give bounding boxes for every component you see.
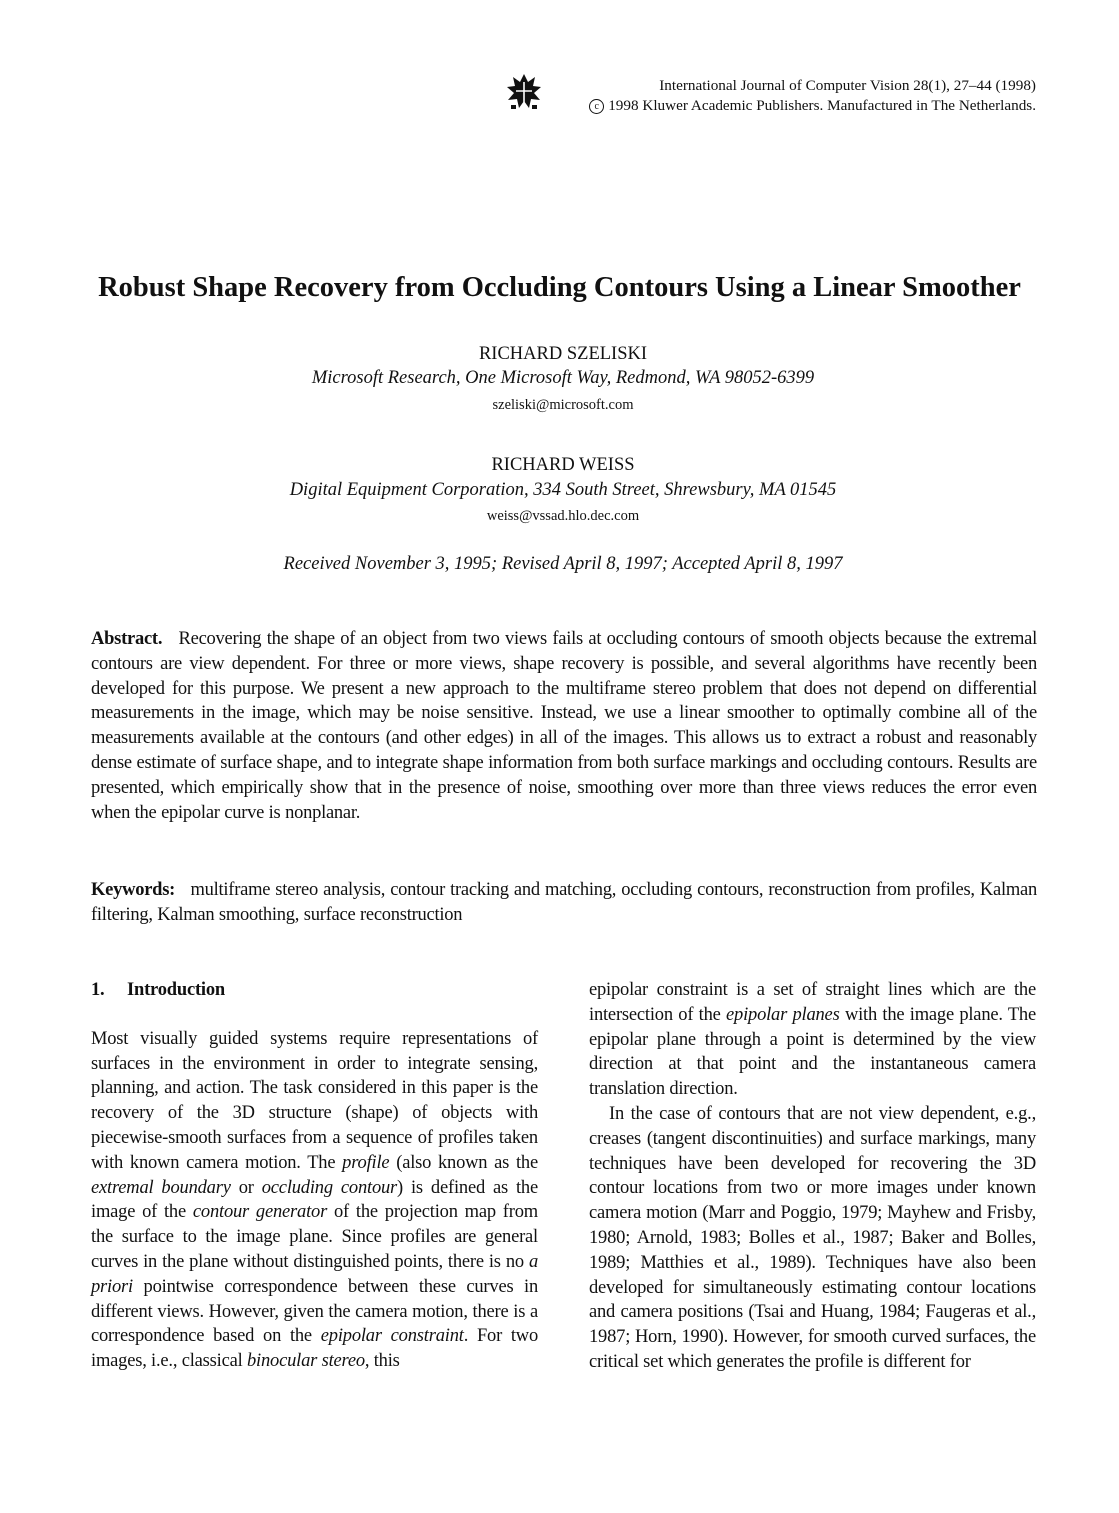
copyright-text: 1998 Kluwer Academic Publishers. Manufactured in The Netherlands. [608,97,1036,114]
keywords-label: Keywords: [91,880,176,900]
section-number: 1. [91,980,105,1000]
right-column [589,978,1036,1375]
author-name: RICHARD WEISS [491,455,635,475]
keywords-text: multiframe stereo analysis, contour tracking and matching, occluding contours, reconstruction from profiles, Kalman filtering, Kalman smoothing, surface reconstruction [91,880,1037,925]
author-email: weiss@vssad.hlo.dec.com [486,508,640,524]
abstract-label: Abstract. [91,629,163,649]
author-affiliation: Digital Equipment Corporation, 334 South Street, Shrewsbury, MA 01545 [289,480,837,500]
abstract [91,627,1037,825]
paragraph: In the case of contours that are not view dependent, e.g., creases (tangent discontinuities) and surface markings, many techniques have been developed for recovering the 3D contour locations from two or more images under known camera motion (Marr and Poggio, 1979; Mayhew and Frisby, 1980; Arnold, 1983; Bolles et al., 1987; Baker and Bolles, 1989; Matthies et al., 1989). Techniques have also been developed for simultaneously estimating contour locations and camera positions (Tsai and Huang, 1984; Faugeras et al., 1987; Horn, 1990). However, for smooth curved surfaces, the critical set which generates the profile is different for [589,1103,1036,1372]
paragraph: Most visually guided systems require representations of surfaces in the environment in order to integrate sensing, planning, and action. The task considered in this paper is the recovery of the 3D structure (shape) of objects with piecewise-smooth surfaces from a sequence of profiles taken with known camera motion. The profile (also known as the extremal boundary or occluding contour) is defined as the image of the contour generator of the projection map from the surface to the image plane. Since profiles are general curves in the plane without distinguished points, there is no a priori pointwise correspondence between these curves in different views. However, given the camera motion, there is a correspondence based on the epipolar constraint. For two images, i.e., classical binocular stereo, this [91,1028,539,1372]
paragraph: epipolar constraint is a set of straight lines which are the intersection of the epipolar planes with the image plane. The epipolar plane through a point is determined by the view direction at that point and the instantaneous camera translation direction. [589,980,1036,1100]
keywords [91,878,1037,928]
copyright-icon: c [589,99,604,114]
journal-header [476,76,1036,116]
left-column [91,978,538,1374]
paper-title: Robust Shape Recovery from Occluding Contours Using a Linear Smoother [98,272,1021,303]
author-email: szeliski@microsoft.com [492,397,634,413]
publication-dates: Received November 3, 1995; Revised April 8, 1997; Accepted April 8, 1997 [283,554,843,574]
author-name: RICHARD SZELISKI [478,344,648,364]
abstract-text: Recovering the shape of an object from two views fails at occluding contours of smooth objects because the extremal contours are view dependent. For three or more views, shape recovery is possible, and several algorithms have recently been developed for this purpose. We present a new approach to the multiframe stereo problem that does not depend on differential measurements in the image, which may be noise sensitive. Instead, we use a linear smoother to optimally combine all of the measurements available at the contours (and other edges) in all of the images. This allows us to extract a robust and reasonably dense estimate of surface shape, and to integrate shape information from both surface markings and occluding contours. Results are presented, which empirically show that in the presence of noise, smoothing over more than three views reduces the error even when the epipolar curve is nonplanar. [91,629,1037,823]
author-affiliation: Microsoft Research, One Microsoft Way, Redmond, WA 98052-6399 [311,368,815,388]
section-heading [91,978,538,1003]
journal-citation: International Journal of Computer Vision 28(1), 27–44 (1998) [659,77,1036,94]
section-title: Introduction [127,980,226,1000]
copyright-line [476,96,1036,116]
